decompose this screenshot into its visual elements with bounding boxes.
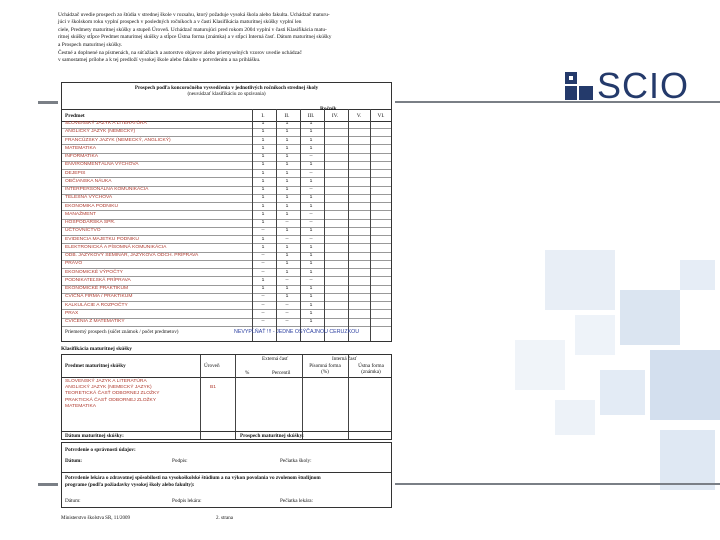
grade-cell: 1 bbox=[261, 277, 265, 283]
col-year-group: Ročník bbox=[320, 106, 337, 112]
scio-logo-text: SCIO bbox=[597, 65, 690, 106]
intro-line: júci v školskom roku vyplní prospech v posledných ročníkoch a v časti Klasifikácia maturitnej skúšky vyplní len bbox=[58, 19, 302, 26]
subject-name: TELESNÁ VÝCHOVA bbox=[65, 195, 113, 201]
divider bbox=[324, 109, 325, 341]
grade-cell: 1 bbox=[309, 286, 313, 291]
grade-cell: 1 bbox=[261, 187, 265, 192]
grade-cell: 1 bbox=[309, 269, 313, 275]
subject-name: INTERPERSONÁLNA KOMUNIKÁCIA bbox=[65, 187, 149, 192]
divider bbox=[276, 109, 277, 341]
table-row bbox=[62, 212, 391, 220]
school-confirm-label: Potvrdenie o správnosti údajov: bbox=[65, 447, 136, 453]
grade-cell: 1 bbox=[261, 162, 265, 168]
grade-cell: -- bbox=[261, 302, 265, 308]
grade-cell: 1 bbox=[309, 319, 313, 324]
subject-name: PRÁVO bbox=[65, 261, 83, 267]
grade-cell: 1 bbox=[309, 178, 313, 184]
table-row bbox=[62, 187, 391, 195]
grade-cell: 1 bbox=[309, 121, 313, 126]
subject-name: EKONOMIKA PODNIKU bbox=[65, 203, 118, 209]
col-external: Externá časť bbox=[262, 356, 289, 362]
grade-cell: 1 bbox=[285, 121, 289, 126]
grade-cell: 1 bbox=[261, 178, 265, 184]
col-internal: Interná časť bbox=[332, 356, 357, 362]
table-row bbox=[62, 253, 391, 261]
grade-cell: -- bbox=[285, 319, 289, 324]
matura-row bbox=[62, 398, 391, 404]
grade-cell: -- bbox=[261, 253, 265, 258]
confirmation-table bbox=[61, 442, 392, 508]
grade-cell: 1 bbox=[285, 269, 289, 275]
footer-page-number: 2. strana bbox=[216, 516, 233, 521]
grade-cell: 1 bbox=[309, 261, 313, 267]
grade-cell: -- bbox=[261, 294, 265, 300]
matura-subject: PRAKTICKÁ ČASŤ ODBORNEJ ZLOŽKY bbox=[65, 397, 157, 403]
grade-cell: -- bbox=[285, 302, 289, 308]
table-row bbox=[62, 311, 391, 319]
year-header: III. bbox=[307, 113, 315, 119]
year-header: II. bbox=[284, 113, 290, 119]
col-matura-subject: Predmet maturitnej skúšky bbox=[65, 363, 126, 369]
footer-ministry: Ministerstvo školstva SR, 11/2009 bbox=[61, 516, 130, 521]
grade-cell: 1 bbox=[285, 137, 289, 143]
grade-cell: 1 bbox=[261, 220, 265, 225]
grade-cell: 1 bbox=[309, 310, 313, 316]
grade-cell: -- bbox=[309, 277, 313, 283]
table-row bbox=[62, 146, 391, 154]
grade-cell: 1 bbox=[285, 286, 289, 291]
matura-subject: ANGLICKÝ JAZYK (NEMECKÝ JAZYK) bbox=[65, 385, 152, 391]
matura-row bbox=[62, 391, 391, 397]
subject-name: EVIDENCIA MAJETKU PODNIKU bbox=[65, 236, 139, 242]
table-row bbox=[62, 319, 391, 327]
col-subject: Predmet bbox=[65, 113, 85, 119]
grade-cell: 1 bbox=[261, 145, 265, 151]
grade-cell: -- bbox=[309, 220, 313, 225]
intro-line: ritnej skúšky stĺpce Predmet maturitnej skúšky a stĺpce Ústna forma (známka) a v stĺpci Interná časť. Dátum maturitnej skúšky bbox=[58, 34, 332, 41]
do-not-fill-note: NEVYPĹŇAŤ !!! - JEDNE OSÝČAJNOU CERUZKOU bbox=[234, 329, 360, 335]
grade-cell: -- bbox=[261, 310, 265, 316]
divider bbox=[300, 109, 301, 341]
matura-row bbox=[62, 404, 391, 410]
year-header: VI. bbox=[377, 113, 385, 119]
divider bbox=[252, 109, 253, 341]
subject-name: EKONOMICKÉ PRAKTIKUM bbox=[65, 286, 129, 291]
grade-cell: 1 bbox=[285, 244, 289, 250]
grade-cell: 1 bbox=[285, 203, 289, 209]
table-row bbox=[62, 228, 391, 236]
table-row bbox=[62, 179, 391, 187]
grade-cell: -- bbox=[309, 236, 313, 242]
grade-cell: -- bbox=[261, 269, 265, 275]
subject-name: PRAX bbox=[65, 310, 79, 316]
school-signature-label: Podpis: bbox=[172, 458, 188, 464]
table-row bbox=[62, 162, 391, 170]
table-row bbox=[62, 286, 391, 294]
subject-name: INFORMATIKA bbox=[65, 154, 99, 159]
grade-cell: 1 bbox=[261, 203, 265, 209]
grade-cell: -- bbox=[285, 310, 289, 316]
matura-table bbox=[61, 354, 392, 440]
grade-cell: 1 bbox=[285, 178, 289, 184]
average-grade-label: Priemerný prospech (súčet známok / počet predmetov) bbox=[65, 329, 179, 335]
intro-line: v samostatnej prílohe a k tej predloží vysokej škole alebo fakulte s potvrdením a na prihlášku. bbox=[58, 57, 261, 64]
grade-cell: 1 bbox=[261, 244, 265, 250]
table-row bbox=[62, 171, 391, 179]
grade-cell: -- bbox=[261, 228, 265, 234]
grade-cell: 1 bbox=[285, 129, 289, 135]
grade-cell: 1 bbox=[261, 137, 265, 143]
table-row bbox=[62, 237, 391, 245]
doctor-stamp-label: Pečiatka lekára: bbox=[280, 498, 313, 504]
grade-cell: 1 bbox=[309, 302, 313, 308]
grade-cell: -- bbox=[309, 154, 313, 159]
col-percent: % bbox=[245, 370, 250, 376]
doctor-text-line1: Potvrdenie lekára o zdravotnej spôsobilosti na vysokoškolské štúdium a na výkon povolania vo zvolenom študijnom bbox=[65, 475, 321, 481]
grade-cell: 1 bbox=[285, 294, 289, 300]
matura-table-title: Klasifikácia maturitnej skúšky bbox=[61, 346, 132, 352]
grade-cell: 1 bbox=[261, 286, 265, 291]
grades-title-line2: (neuvádzať klasifikáciu zo správania) bbox=[187, 91, 266, 97]
grade-cell: 1 bbox=[285, 145, 289, 151]
col-percentile: Percentil bbox=[272, 370, 291, 376]
grade-cell: 1 bbox=[309, 129, 313, 135]
matura-level: B1 bbox=[210, 385, 216, 391]
subject-name: DEJEPIS bbox=[65, 170, 86, 176]
grade-cell: -- bbox=[285, 277, 289, 283]
grade-cell: 1 bbox=[285, 228, 289, 234]
table-row bbox=[62, 270, 391, 278]
col-level: Úroveň bbox=[204, 363, 220, 369]
grades-table bbox=[61, 82, 392, 342]
grade-cell: 1 bbox=[309, 228, 313, 234]
grades-title-line1: Prospech podľa koncoročného vysvedčenia v jednotlivých ročníkoch strednej školy bbox=[134, 85, 319, 91]
subject-name: ELEKTRONICKÁ A PÍSOMNÁ KOMUNIKÁCIA bbox=[65, 244, 167, 250]
col-oral: Ústna forma (známka) bbox=[358, 363, 384, 376]
matura-date-label: Dátum maturitnej skúšky: bbox=[65, 433, 124, 439]
grade-cell: -- bbox=[309, 187, 313, 192]
table-row bbox=[62, 245, 391, 253]
table-row bbox=[62, 138, 391, 146]
matura-subject: SLOVENSKÝ JAZYK A LITERATÚRA bbox=[65, 379, 147, 384]
rule-bottom-right bbox=[395, 483, 720, 485]
table-row bbox=[62, 261, 391, 269]
grade-cell: 1 bbox=[309, 294, 313, 300]
year-header: IV. bbox=[331, 113, 339, 119]
doctor-signature-label: Podpis lekára: bbox=[172, 498, 202, 504]
doctor-date-label: Dátum: bbox=[65, 498, 81, 504]
table-row bbox=[62, 195, 391, 203]
year-header: I. bbox=[261, 113, 265, 119]
grade-cell: 1 bbox=[285, 187, 289, 192]
grade-cell: 1 bbox=[285, 154, 289, 159]
grade-cell: -- bbox=[285, 236, 289, 242]
grade-cell: 1 bbox=[261, 121, 265, 126]
scio-logo bbox=[565, 65, 689, 107]
rule-top-left bbox=[38, 101, 60, 104]
grade-cell: 1 bbox=[309, 137, 313, 143]
matura-subject: MATEMATIKA bbox=[65, 403, 97, 409]
grade-cell: 1 bbox=[261, 154, 265, 159]
grade-cell: 1 bbox=[285, 195, 289, 201]
grade-cell: 1 bbox=[309, 253, 313, 258]
table-row bbox=[62, 154, 391, 162]
grade-cell: 1 bbox=[261, 170, 265, 176]
intro-line: ciele, Predmety maturitnej skúšky a stupeň Úroveň. Uchádzač maturujúci pred rokom 2004 vyplní v časti Klasifikácia matu- bbox=[58, 26, 327, 33]
subject-name: OBČIANSKA NÁUKA bbox=[65, 178, 112, 184]
grade-cell: 1 bbox=[285, 211, 289, 217]
grade-cell: 1 bbox=[261, 195, 265, 201]
subject-name: ANGLICKÝ JAZYK (NEMECKÝ) bbox=[65, 129, 136, 135]
grade-cell: 1 bbox=[261, 129, 265, 135]
grade-cell: -- bbox=[309, 170, 313, 176]
subject-name: FRANCÚZSKY JAZYK (NEMECKÝ, ANGLICKÝ) bbox=[65, 137, 171, 143]
subject-name: MANAŽMENT bbox=[65, 211, 96, 217]
subject-name: ENVIRONMENTÁLNA VÝCHOVA bbox=[65, 162, 139, 168]
table-row bbox=[62, 220, 391, 228]
intro-line: Čestné a doplnené na písmenách, na súťažiach a autorstvo objavov alebo priemyselných vzorov uvedie uchádzač bbox=[58, 50, 302, 57]
scio-logo-icon bbox=[565, 72, 593, 100]
subject-name: PODNIKATEĽSKÁ PRÍPRAVA bbox=[65, 277, 131, 283]
subject-name: MATEMATIKA bbox=[65, 145, 97, 151]
grade-cell: 1 bbox=[285, 253, 289, 258]
page-footer bbox=[61, 516, 392, 522]
table-row bbox=[62, 121, 391, 129]
grade-cell: -- bbox=[309, 211, 313, 217]
intro-line: a Prospech maturitnej skúšky. bbox=[58, 41, 123, 48]
subject-name: SLOVENSKÝ JAZYK A LITERATÚRA bbox=[65, 121, 147, 126]
grade-cell: 1 bbox=[261, 236, 265, 242]
matura-result-label: Prospech maturitnej skúšky: bbox=[240, 433, 304, 439]
col-written: Písomná forma (%) bbox=[309, 363, 341, 376]
subject-name: ÚČTOVNÍCTVO bbox=[65, 228, 101, 234]
subject-name: ODB. JAZYKOVÝ SEMINÁR, JAZYKOVÁ ODCH. PRÍPRAVA bbox=[65, 253, 199, 258]
school-date-label: Dátum: bbox=[65, 458, 83, 464]
grade-cell: 1 bbox=[309, 195, 313, 201]
document-page bbox=[58, 12, 395, 530]
grade-cell: 1 bbox=[309, 203, 313, 209]
grade-cell: 1 bbox=[261, 211, 265, 217]
school-stamp-label: Pečiatka školy: bbox=[280, 458, 312, 464]
grade-cell: -- bbox=[261, 319, 265, 324]
grade-cell: 1 bbox=[285, 170, 289, 176]
subject-name: CVIČNÁ FIRMA / PRAKTIKUM bbox=[65, 294, 133, 300]
table-row bbox=[62, 204, 391, 212]
intro-text bbox=[58, 12, 395, 64]
table-row bbox=[62, 278, 391, 286]
grade-cell: 1 bbox=[309, 145, 313, 151]
grade-cell: 1 bbox=[285, 162, 289, 168]
grade-cell: -- bbox=[285, 220, 289, 225]
subject-name: KALKULÁCIE A ROZPOČTY bbox=[65, 302, 128, 308]
doctor-text-line2: programe (podľa požiadavky vysokej školy alebo fakulty): bbox=[65, 482, 195, 488]
rule-bottom-left bbox=[38, 483, 60, 486]
grade-cell: 1 bbox=[309, 244, 313, 250]
divider bbox=[370, 109, 371, 341]
divider bbox=[348, 109, 349, 341]
year-header: V. bbox=[356, 113, 362, 119]
table-row bbox=[62, 303, 391, 311]
table-row bbox=[62, 129, 391, 137]
grades-table-title bbox=[62, 83, 391, 97]
decorative-background bbox=[395, 140, 720, 540]
subject-name: HOSPODÁRSKA SPR. bbox=[65, 220, 116, 225]
intro-line: Uchádzač uvedie prospech zo štúdia v strednej škole v rozsahu, ktorý požaduje vysoká škola alebo fakulta. Uchádzač maturu- bbox=[58, 12, 330, 18]
table-row bbox=[62, 294, 391, 302]
grade-cell: 1 bbox=[309, 162, 313, 168]
matura-subject: TEORETICKÁ ČASŤ ODBORNEJ ZLOŽKY bbox=[65, 391, 160, 397]
grade-cell: -- bbox=[261, 261, 265, 267]
grade-cell: 1 bbox=[285, 261, 289, 267]
subject-name: CVIČENIA Z MATEMATIKY bbox=[65, 319, 125, 324]
subject-name: EKONOMICKÉ VÝPOČTY bbox=[65, 269, 123, 275]
